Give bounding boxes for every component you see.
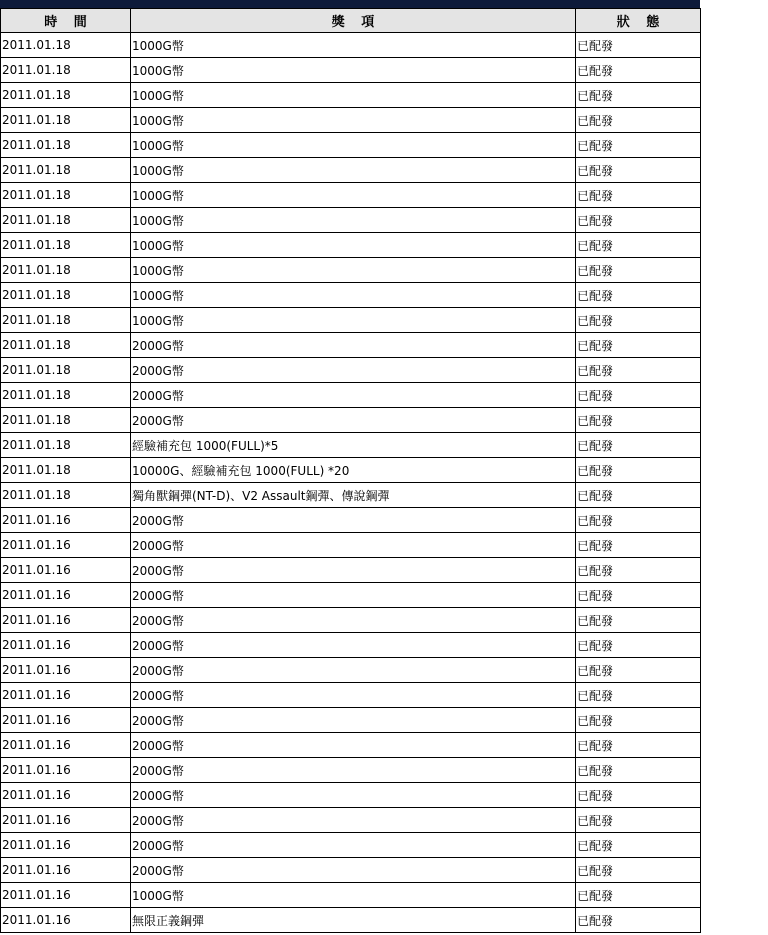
row-time: 2011.01.16 [1, 658, 131, 683]
row-prize: 1000G幣 [131, 183, 576, 208]
row-time: 2011.01.18 [1, 83, 131, 108]
row-time: 2011.01.18 [1, 33, 131, 58]
row-status: 已配發 [576, 33, 701, 58]
table-row [1, 408, 701, 433]
row-prize: 無限正義鋼彈 [131, 908, 576, 933]
row-time: 2011.01.16 [1, 758, 131, 783]
table-row [1, 458, 701, 483]
table-row [1, 908, 701, 933]
row-time: 2011.01.18 [1, 458, 131, 483]
row-prize: 2000G幣 [131, 558, 576, 583]
row-status: 已配發 [576, 408, 701, 433]
row-prize: 10000G、經驗補充包 1000(FULL) *20 [131, 458, 576, 483]
row-prize: 2000G幣 [131, 408, 576, 433]
table-row [1, 758, 701, 783]
row-time: 2011.01.16 [1, 783, 131, 808]
row-prize: 1000G幣 [131, 883, 576, 908]
row-prize: 2000G幣 [131, 583, 576, 608]
row-status: 已配發 [576, 433, 701, 458]
row-status: 已配發 [576, 358, 701, 383]
row-time: 2011.01.16 [1, 508, 131, 533]
row-time: 2011.01.16 [1, 583, 131, 608]
row-time: 2011.01.18 [1, 308, 131, 333]
table-row [1, 333, 701, 358]
row-prize: 2000G幣 [131, 783, 576, 808]
row-time: 2011.01.16 [1, 608, 131, 633]
table-row [1, 583, 701, 608]
row-time: 2011.01.18 [1, 158, 131, 183]
table-row [1, 633, 701, 658]
row-time: 2011.01.18 [1, 258, 131, 283]
row-status: 已配發 [576, 58, 701, 83]
row-time: 2011.01.18 [1, 283, 131, 308]
row-status: 已配發 [576, 183, 701, 208]
table-row [1, 183, 701, 208]
row-prize: 2000G幣 [131, 508, 576, 533]
row-prize: 1000G幣 [131, 108, 576, 133]
row-status: 已配發 [576, 733, 701, 758]
row-status: 已配發 [576, 133, 701, 158]
row-time: 2011.01.18 [1, 433, 131, 458]
row-status: 已配發 [576, 483, 701, 508]
row-prize: 2000G幣 [131, 808, 576, 833]
table-row [1, 658, 701, 683]
header-status: 狀 態 [576, 9, 701, 33]
row-prize: 1000G幣 [131, 208, 576, 233]
row-status: 已配發 [576, 608, 701, 633]
row-status: 已配發 [576, 908, 701, 933]
prize-records-table [0, 8, 701, 933]
row-status: 已配發 [576, 708, 701, 733]
row-status: 已配發 [576, 758, 701, 783]
row-prize: 經驗補充包 1000(FULL)*5 [131, 433, 576, 458]
row-time: 2011.01.16 [1, 708, 131, 733]
row-status: 已配發 [576, 333, 701, 358]
table-row [1, 283, 701, 308]
table-row [1, 433, 701, 458]
row-prize: 2000G幣 [131, 633, 576, 658]
table-row [1, 483, 701, 508]
row-status: 已配發 [576, 883, 701, 908]
row-status: 已配發 [576, 233, 701, 258]
row-prize: 2000G幣 [131, 533, 576, 558]
row-time: 2011.01.18 [1, 383, 131, 408]
row-time: 2011.01.18 [1, 133, 131, 158]
row-status: 已配發 [576, 558, 701, 583]
row-time: 2011.01.18 [1, 483, 131, 508]
row-prize: 2000G幣 [131, 608, 576, 633]
row-prize: 1000G幣 [131, 308, 576, 333]
row-status: 已配發 [576, 633, 701, 658]
table-row [1, 883, 701, 908]
row-time: 2011.01.18 [1, 58, 131, 83]
row-time: 2011.01.16 [1, 833, 131, 858]
table-row [1, 608, 701, 633]
row-time: 2011.01.16 [1, 808, 131, 833]
row-time: 2011.01.16 [1, 633, 131, 658]
table-row [1, 133, 701, 158]
row-prize: 2000G幣 [131, 858, 576, 883]
row-prize: 1000G幣 [131, 133, 576, 158]
row-time: 2011.01.18 [1, 358, 131, 383]
table-row [1, 808, 701, 833]
row-prize: 2000G幣 [131, 733, 576, 758]
table-row [1, 833, 701, 858]
row-prize: 1000G幣 [131, 158, 576, 183]
table-row [1, 683, 701, 708]
row-time: 2011.01.18 [1, 108, 131, 133]
row-status: 已配發 [576, 658, 701, 683]
row-prize: 2000G幣 [131, 833, 576, 858]
row-prize: 1000G幣 [131, 258, 576, 283]
row-status: 已配發 [576, 833, 701, 858]
row-status: 已配發 [576, 308, 701, 333]
row-status: 已配發 [576, 83, 701, 108]
row-prize: 2000G幣 [131, 658, 576, 683]
row-time: 2011.01.16 [1, 883, 131, 908]
row-time: 2011.01.16 [1, 858, 131, 883]
row-prize: 1000G幣 [131, 83, 576, 108]
row-prize: 2000G幣 [131, 758, 576, 783]
row-status: 已配發 [576, 683, 701, 708]
row-prize: 2000G幣 [131, 358, 576, 383]
row-time: 2011.01.16 [1, 733, 131, 758]
row-status: 已配發 [576, 208, 701, 233]
row-status: 已配發 [576, 808, 701, 833]
row-time: 2011.01.16 [1, 558, 131, 583]
row-prize: 1000G幣 [131, 283, 576, 308]
row-time: 2011.01.18 [1, 408, 131, 433]
table-row [1, 208, 701, 233]
row-prize: 1000G幣 [131, 233, 576, 258]
row-status: 已配發 [576, 583, 701, 608]
row-status: 已配發 [576, 458, 701, 483]
row-time: 2011.01.18 [1, 333, 131, 358]
table-row [1, 783, 701, 808]
table-row [1, 858, 701, 883]
table-row [1, 533, 701, 558]
row-status: 已配發 [576, 283, 701, 308]
row-prize: 2000G幣 [131, 383, 576, 408]
table-header-row [1, 9, 701, 33]
header-time: 時 間 [1, 9, 131, 33]
row-time: 2011.01.16 [1, 908, 131, 933]
table-row [1, 58, 701, 83]
row-status: 已配發 [576, 858, 701, 883]
table-row [1, 383, 701, 408]
table-row [1, 358, 701, 383]
table-row [1, 258, 701, 283]
row-prize: 2000G幣 [131, 708, 576, 733]
row-status: 已配發 [576, 383, 701, 408]
table-row [1, 708, 701, 733]
row-time: 2011.01.18 [1, 208, 131, 233]
row-status: 已配發 [576, 158, 701, 183]
table-row [1, 158, 701, 183]
table-row [1, 308, 701, 333]
row-status: 已配發 [576, 508, 701, 533]
row-prize: 獨角獸鋼彈(NT-D)、V2 Assault鋼彈、傳說鋼彈 [131, 483, 576, 508]
row-time: 2011.01.16 [1, 533, 131, 558]
table-row [1, 733, 701, 758]
table-row [1, 33, 701, 58]
row-status: 已配發 [576, 258, 701, 283]
row-prize: 2000G幣 [131, 333, 576, 358]
row-prize: 2000G幣 [131, 683, 576, 708]
row-status: 已配發 [576, 783, 701, 808]
row-prize: 1000G幣 [131, 58, 576, 83]
table-row [1, 558, 701, 583]
table-row [1, 83, 701, 108]
row-prize: 1000G幣 [131, 33, 576, 58]
header-prize: 獎 項 [131, 9, 576, 33]
row-time: 2011.01.18 [1, 183, 131, 208]
table-row [1, 108, 701, 133]
row-status: 已配發 [576, 533, 701, 558]
row-status: 已配發 [576, 108, 701, 133]
table-row [1, 508, 701, 533]
row-time: 2011.01.16 [1, 683, 131, 708]
row-time: 2011.01.18 [1, 233, 131, 258]
table-row [1, 233, 701, 258]
